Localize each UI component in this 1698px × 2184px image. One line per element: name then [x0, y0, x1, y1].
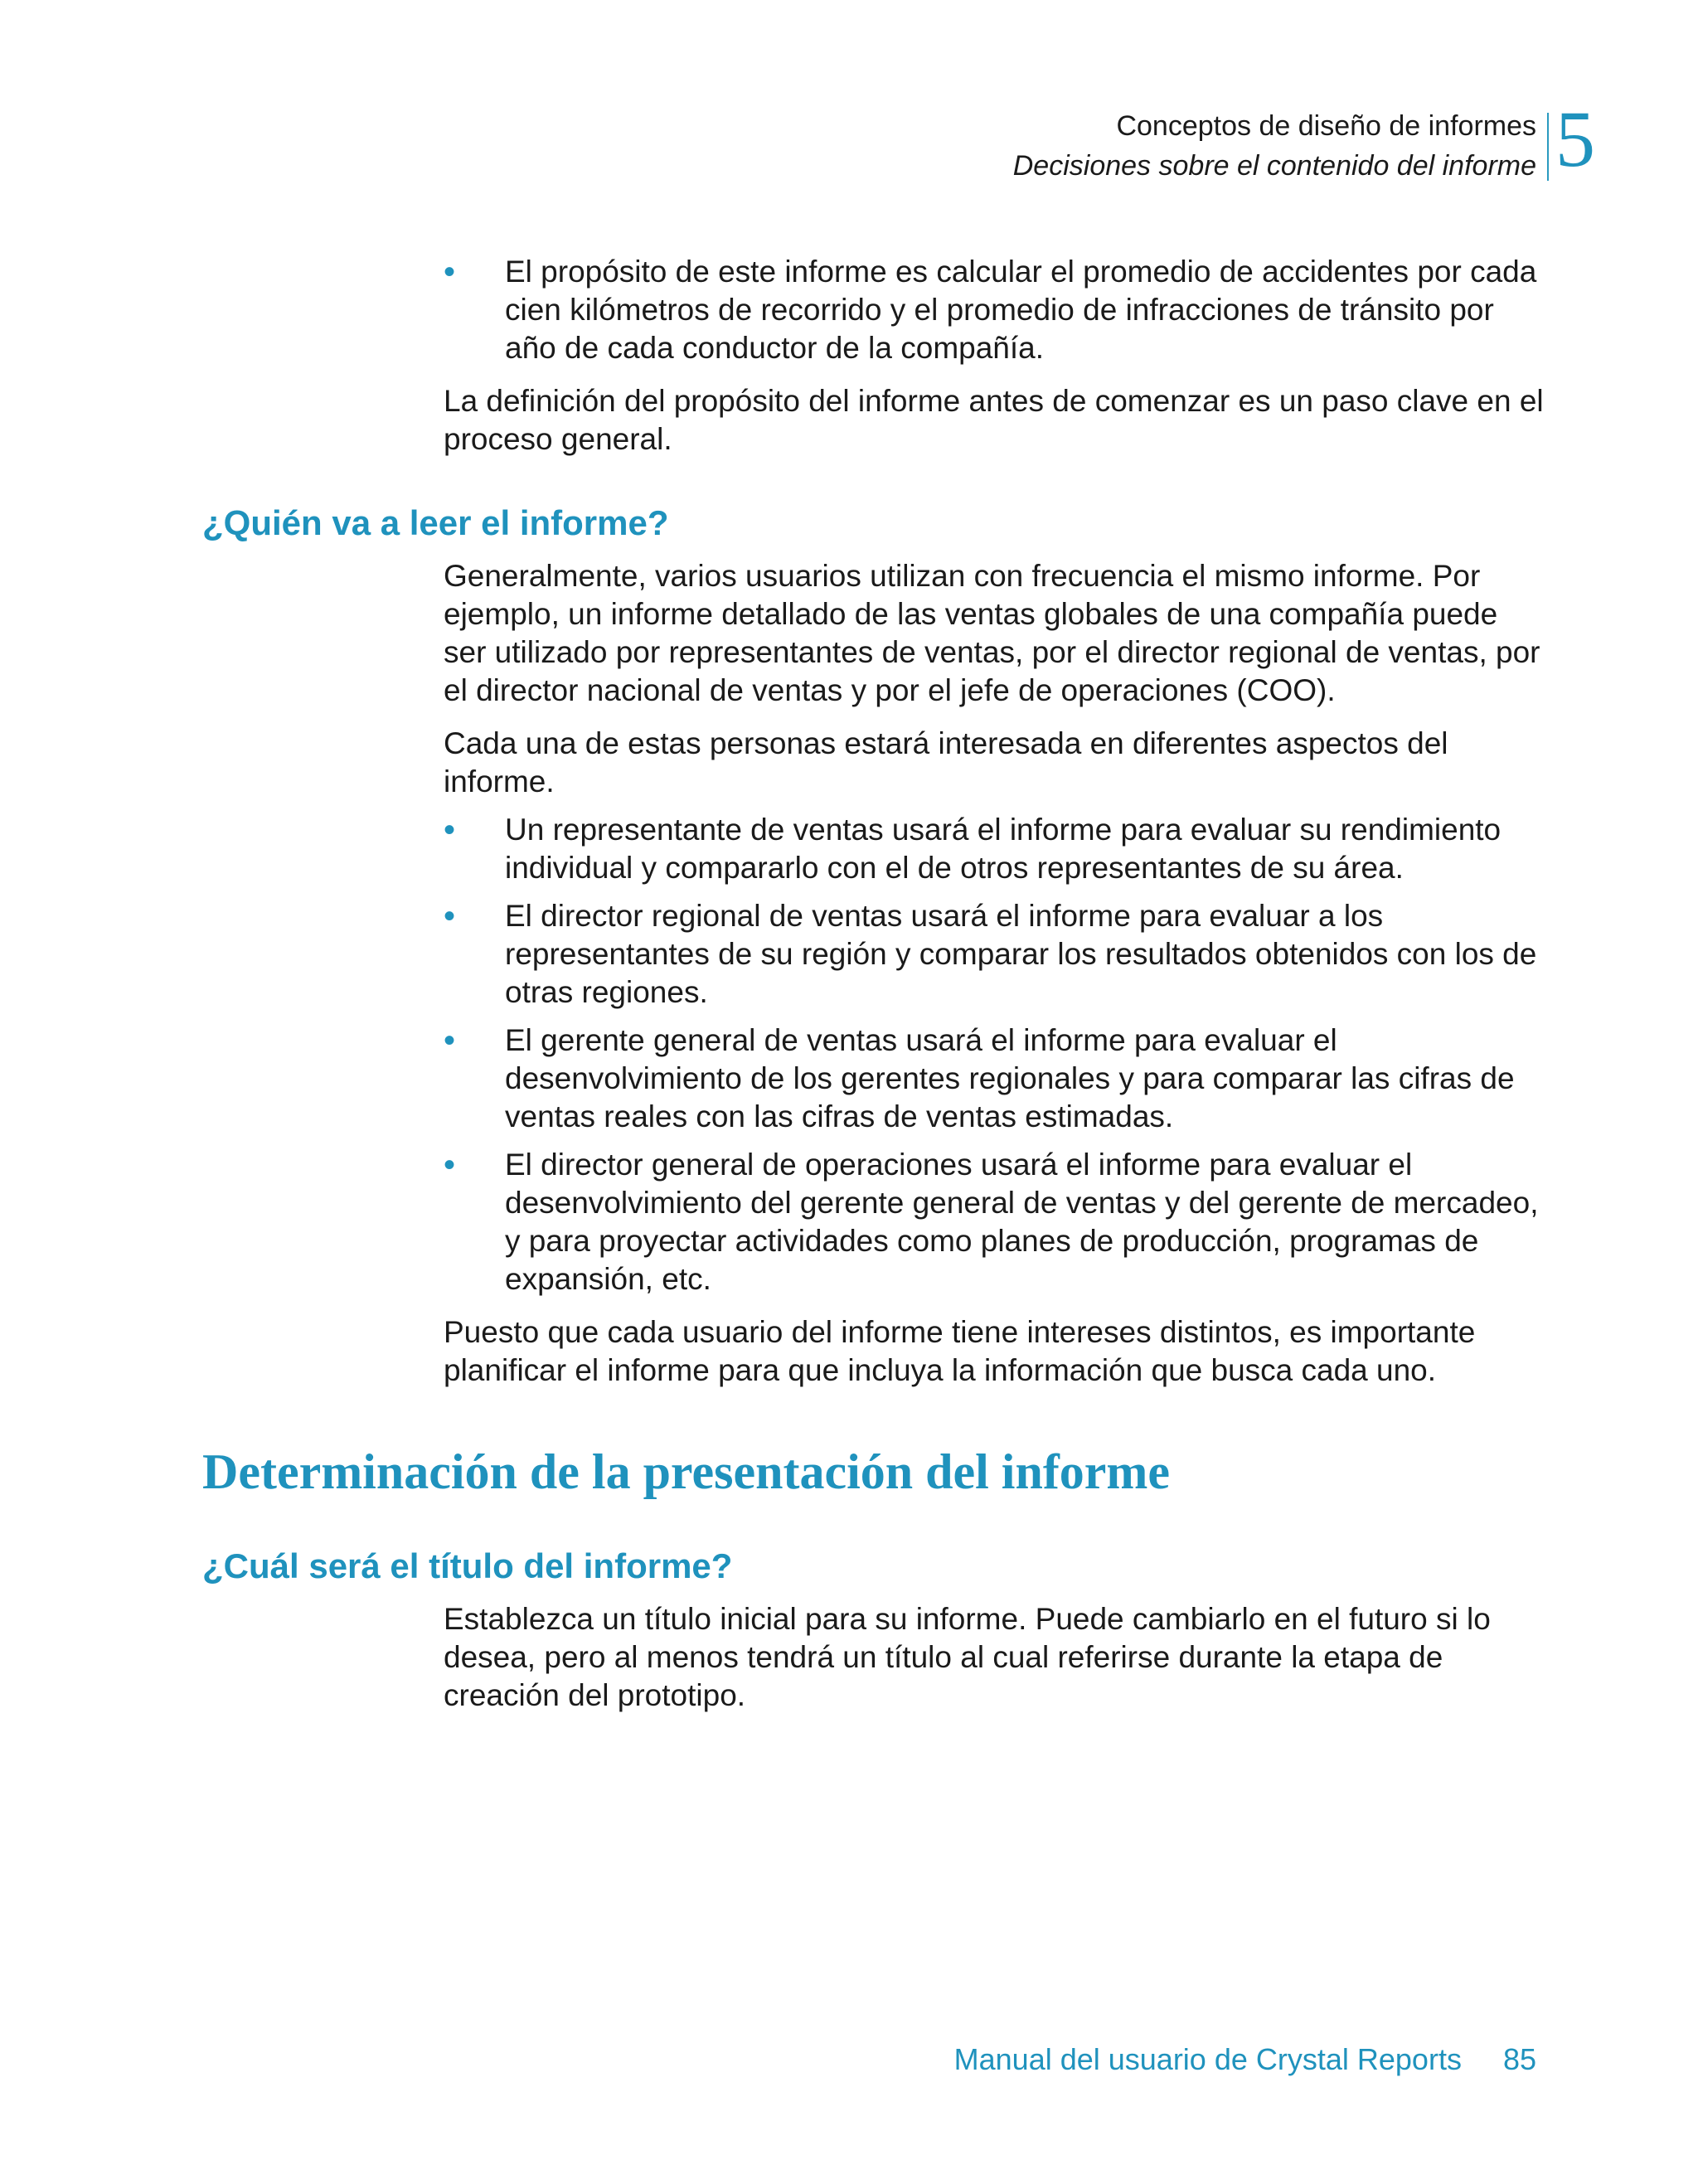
header-divider — [1547, 113, 1549, 181]
bullet-icon: • — [444, 1147, 456, 1183]
title-block — [444, 1600, 1546, 1715]
manual-title: Manual del usuario de Crystal Reports — [953, 2042, 1462, 2076]
bullet-icon: • — [444, 898, 456, 934]
readers-block — [444, 557, 1546, 1390]
list-item-text: El director general de operaciones usará el informe para evaluar el desenvolvimiento del gerente general de ventas y del gerente de mercadeo, y para proyectar actividades como planes de producción, programas de expansión, etc. — [505, 1148, 1539, 1296]
list-item-text: Un representante de ventas usará el informe para evaluar su rendimiento individual y compararlo con el de otros representantes de su área. — [505, 813, 1502, 885]
page-number: 85 — [1502, 2042, 1536, 2076]
readers-paragraph-2: Cada una de estas personas estará interesada en diferentes aspectos del informe. — [444, 726, 1448, 798]
intro-block — [444, 253, 1546, 459]
list-item-text: El gerente general de ventas usará el informe para evaluar el desenvolvimiento de los gerentes regionales y para comparar las cifras de ventas reales con las cifras de ventas estimadas. — [505, 1023, 1515, 1133]
list-item — [444, 253, 1546, 367]
section-heading-layout: Determinación de la presentación del informe — [202, 1444, 1171, 1499]
list-item-text: El director regional de ventas usará el informe para evaluar a los representantes de su región y comparar los resultados obtenidos con los de otras regiones. — [505, 899, 1537, 1009]
intro-paragraph: La definición del propósito del informe antes de comenzar es un paso clave en el proceso general. — [444, 384, 1544, 456]
list-item — [444, 811, 1546, 887]
list-item — [444, 897, 1546, 1012]
bullet-icon: • — [444, 254, 456, 290]
bullet-icon: • — [444, 1022, 456, 1059]
page-footer — [954, 2040, 1536, 2080]
chapter-number: 5 — [1555, 95, 1595, 183]
readers-paragraph-1: Generalmente, varios usuarios utilizan con frecuencia el mismo informe. Por ejemplo, un informe detallado de las ventas globales de una compañía puede ser utilizado por representantes de ventas, por el director regional de ventas, por el director nacional de ventas y por el jefe de operaciones (COO). — [444, 559, 1540, 707]
bullet-icon: • — [444, 812, 456, 848]
list-item-text: El propósito de este informe es calcular el promedio de accidentes por cada cien kilómetros de recorrido y el promedio de infracciones de tránsito por año de cada conductor de la compañía. — [505, 255, 1537, 365]
section-heading-title: ¿Cuál será el título del informe? — [202, 1546, 733, 1585]
list-item — [444, 1022, 1546, 1136]
section-title: Decisiones sobre el contenido del informe — [1012, 150, 1536, 182]
section-heading-readers: ¿Quién va a leer el informe? — [202, 503, 669, 542]
running-header — [1013, 106, 1536, 186]
chapter-title: Conceptos de diseño de informes — [1116, 110, 1536, 142]
list-item — [444, 1146, 1546, 1298]
readers-paragraph-3: Puesto que cada usuario del informe tiene intereses distintos, es importante planificar el informe para que incluya la información que busca cada uno. — [444, 1315, 1476, 1387]
title-paragraph: Establezca un título inicial para su informe. Puede cambiarlo en el futuro si lo desea, pero al menos tendrá un título al cual referirse durante la etapa de creación del prototipo. — [444, 1602, 1491, 1712]
